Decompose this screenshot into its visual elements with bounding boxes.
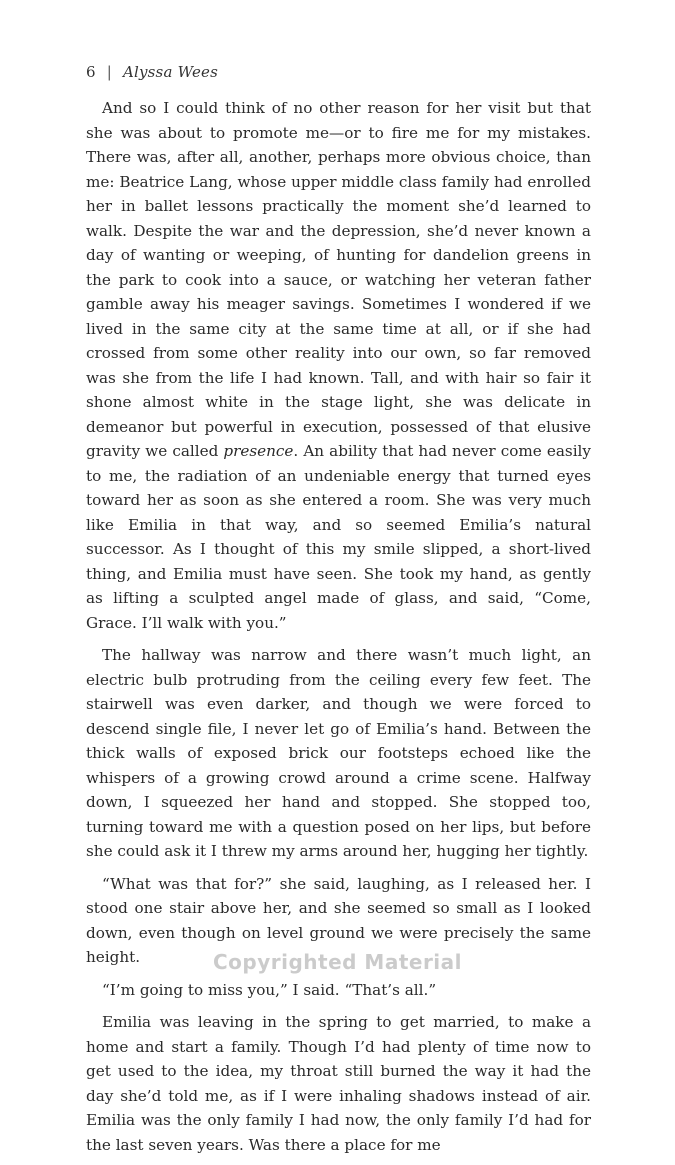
page-number: 6 bbox=[86, 63, 96, 81]
paragraph-1-part-1: And so I could think of no other reason for her visit but that she was about to promote me—or to fire me for my mistakes. There was, after all, another, perhaps more obvious choice, than me: Beatrice Lang, whose upper middle class family had enrolled her in ballet lessons practically the moment she’d learned to walk. Despite the war and the depression, she’d never known a day of wanting or weeping, of hunting for dandelion greens in the park to cook into a sauce, or watching her veteran father gamble away his meager savings. Sometimes I wondered if we lived in the same city at the same time at all, or if she had crossed from some other reality into our own, so far removed was she from the life I had known. Tall, and with hair so fair it shone almost white in the stage light, she was delicate in demeanor but powerful in execution, possessed of that elusive gravity we called bbox=[86, 99, 591, 460]
paragraph-2: The hallway was narrow and there wasn’t much light, an electric bulb protruding from the ceiling every few feet. The stairwell was even darker, and though we were forced to descend single file, I never let go of Emilia’s hand. Between the thick walls of exposed brick our footsteps echoed like the whispers of a growing crowd around a crime scene. Halfway down, I squeezed her hand and stopped. She stopped too, turning toward me with a question posed on her lips, but before she could ask it I threw my arms around her, hugging her tightly. bbox=[86, 646, 591, 860]
paragraph-5: Emilia was leaving in the spring to get married, to make a home and start a family. Though I’d had plenty of time now to get used to the idea, my throat still burned the way it had the day she’d told me, as if I were inhaling shadows instead of air. Emilia was the only family I had now, the only family I’d had for the last seven years. Was there a place for me bbox=[86, 1013, 591, 1154]
emphasized-word: presence bbox=[223, 442, 294, 460]
paragraph-1 bbox=[86, 96, 591, 635]
author-name: Alyssa Wees bbox=[122, 63, 219, 81]
header-separator: | bbox=[106, 63, 112, 81]
paragraph-3: “What was that for?” she said, laughing, as I released her. I stood one stair above her, and she seemed so small as I looked down, even though on level ground we were precisely the same height. bbox=[86, 874, 591, 966]
copyright-watermark: Copyrighted Material bbox=[212, 950, 463, 974]
body-text bbox=[86, 96, 591, 1165]
paragraph-4: “I’m going to miss you,” I said. “That’s all.” bbox=[102, 980, 437, 999]
running-header bbox=[86, 63, 218, 81]
paragraph-1-part-2: . An ability that had never come easily to me, the radiation of an undeniable energy that turned eyes toward her as soon as she entered a room. She was very much like Emilia in that way, and so seemed Emilia’s natural successor. As I thought of this my smile slipped, a short-lived thing, and Emilia must have seen. She took my hand, as gently as lifting a sculpted angel made of glass, and said, “Come, Grace. I’ll walk with you.” bbox=[86, 442, 591, 632]
